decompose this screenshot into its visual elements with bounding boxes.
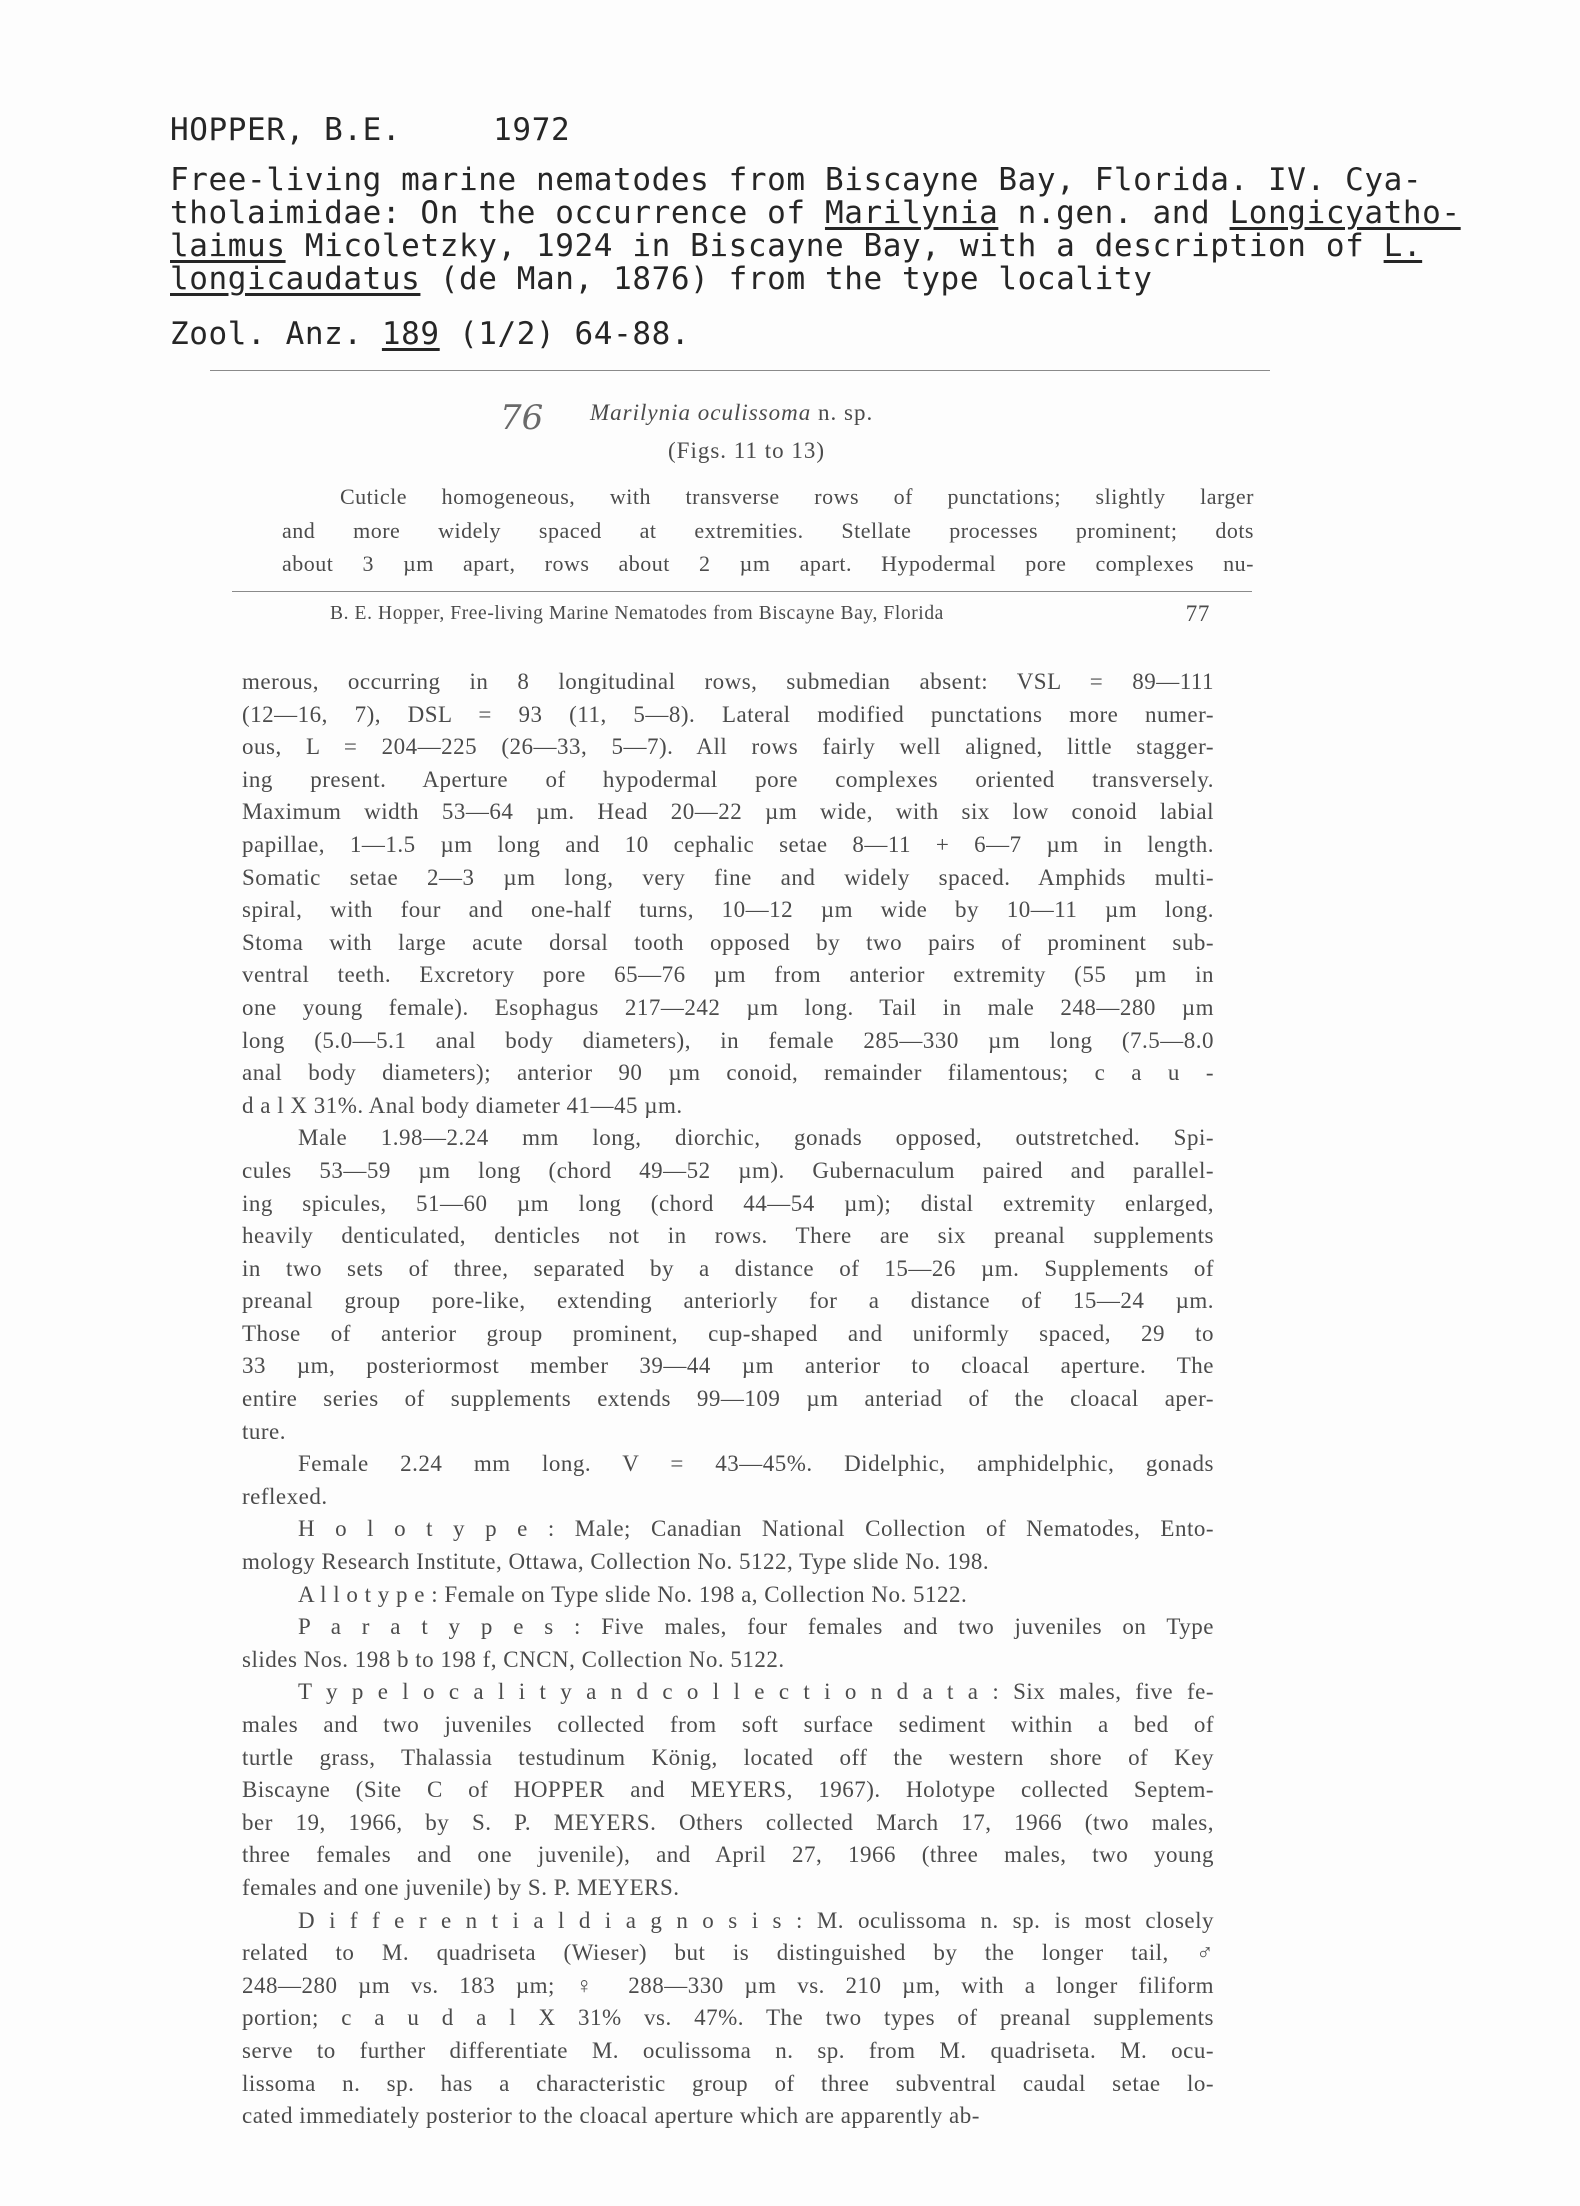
citation-author: HOPPER, B.E. [170, 112, 402, 148]
page-number: 77 [1185, 601, 1210, 626]
body-line: spiral, with four and one-half turns, 10—12 µm wide by 10—11 µm long. [242, 897, 1214, 923]
title-text: Micoletzky, 1924 in Biscayne Bay, with a description of [285, 228, 1384, 264]
citation-title-line-3 [170, 230, 1530, 263]
body-line: d a l X 31%. Anal body diameter 41—45 µm. [242, 1092, 683, 1118]
excerpt-top-paragraph [282, 480, 1254, 581]
body-line: ing present. Aperture of hypodermal pore complexes oriented transversely. [242, 766, 1214, 792]
genus-longicyatholaimus-part1: Longicyatho- [1229, 195, 1461, 231]
body-line: slides Nos. 198 b to 198 f, CNCN, Collection No. 5122. [242, 1646, 785, 1672]
body-line: D i f f e r e n t i a l d i a g n o s i s : M. oculissoma n. sp. is most closely [298, 1907, 1214, 1933]
body-line: mology Research Institute, Ottawa, Collection No. 5122, Type slide No. 198. [242, 1549, 990, 1575]
text-line: about 3 µm apart, rows about 2 µm apart. Hypodermal pore complexes nu- [282, 551, 1254, 576]
body-line: lissoma n. sp. has a characteristic group of three subventral caudal setae lo- [242, 2070, 1214, 2096]
citation-title-line-4 [170, 263, 1530, 296]
body-line: 248—280 µm vs. 183 µm; ♀ 288—330 µm vs. 210 µm, with a longer filiform [242, 1972, 1214, 1998]
running-head [330, 603, 1210, 625]
title-text: tholaimidae: On the occurrence of [170, 195, 825, 231]
body-line: Stoma with large acute dorsal tooth opposed by two pairs of prominent sub- [242, 929, 1214, 955]
citation-journal [170, 318, 1530, 351]
body-line: ous, L = 204—225 (26—33, 5—7). All rows fairly well aligned, little stagger- [242, 734, 1214, 760]
body-line: turtle grass, Thalassia testudinum König, located off the western shore of Key [242, 1744, 1214, 1770]
title-text: (de Man, 1876) from the type locality [420, 261, 1153, 297]
species-heading [590, 400, 873, 426]
body-line: Somatic setae 2—3 µm long, very fine and widely spaced. Amphids multi- [242, 864, 1214, 890]
body-line: Female 2.24 mm long. V = 43—45%. Didelphic, amphidelphic, gonads [298, 1451, 1214, 1477]
species-suffix: n. sp. [811, 400, 874, 425]
species-longicaudatus: longicaudatus [170, 261, 421, 297]
figure-reference: (Figs. 11 to 13) [668, 438, 825, 463]
journal-volume: 189 [381, 316, 440, 352]
body-line: portion; c a u d a l X 31% vs. 47%. The two types of preanal supplements [242, 2005, 1214, 2031]
body-line: merous, occurring in 8 longitudinal rows, submedian absent: VSL = 89—111 [242, 669, 1214, 694]
body-line: Male 1.98—2.24 mm long, diorchic, gonads opposed, outstretched. Spi- [298, 1125, 1214, 1151]
citation-title-line-1 [170, 164, 1530, 197]
body-line: papillae, 1—1.5 µm long and 10 cephalic setae 8—11 + 6—7 µm in length. [242, 831, 1214, 857]
genus-marilynia: Marilynia [824, 195, 999, 231]
body-line: cated immediately posterior to the cloacal aperture which are apparently ab- [242, 2103, 980, 2129]
title-text: n.gen. and [998, 195, 1230, 231]
running-head-text: B. E. Hopper, Free-living Marine Nematodes from Biscayne Bay, Florida [330, 603, 944, 624]
text-line: Cuticle homogeneous, with transverse rows of punctations; slightly larger [340, 484, 1254, 509]
body-line: heavily denticulated, denticles not in rows. There are six preanal supplements [242, 1223, 1214, 1249]
body-line: females and one juvenile) by S. P. MEYERS. [242, 1874, 680, 1900]
text-line: and more widely spaced at extremities. Stellate processes prominent; dots [282, 517, 1254, 543]
body-line: preanal group pore-like, extending anteriorly for a distance of 15—24 µm. [242, 1288, 1214, 1314]
body-line: in two sets of three, separated by a distance of 15—26 µm. Supplements of [242, 1255, 1214, 1281]
body-line: three females and one juvenile), and April 27, 1966 (three males, two young [242, 1842, 1214, 1868]
body-line: ing spicules, 51—60 µm long (chord 44—54 µm); distal extremity enlarged, [242, 1190, 1214, 1216]
body-line: one young female). Esophagus 217—242 µm long. Tail in male 248—280 µm [242, 994, 1214, 1020]
body-line: Those of anterior group prominent, cup-shaped and uniformly spaced, 29 to [242, 1320, 1214, 1346]
divider [210, 370, 1270, 371]
genus-longicyatholaimus-part2: laimus [170, 228, 286, 264]
body-line: P a r a t y p e s : Five males, four females and two juveniles on Type [298, 1614, 1214, 1640]
body-line: ber 19, 1966, by S. P. MEYERS. Others collected March 17, 1966 (two males, [242, 1809, 1214, 1835]
body-line: T y p e l o c a l i t y a n d c o l l e c t i o n d a t a : Six males, five fe- [298, 1679, 1214, 1705]
body-line: Biscayne (Site C of HOPPER and MEYERS, 1967). Holotype collected Septem- [242, 1777, 1214, 1803]
clipping-edge [232, 591, 1252, 592]
citation-year: 1972 [493, 112, 571, 148]
body-line: males and two juveniles collected from soft surface sediment within a bed of [242, 1712, 1214, 1737]
citation-title-line-2 [170, 197, 1530, 230]
handwritten-number: 76 [500, 398, 544, 438]
body-line: reflexed. [242, 1483, 328, 1509]
excerpt-body [242, 666, 1214, 2133]
body-line: serve to further differentiate M. oculissoma n. sp. from M. quadriseta. M. ocu- [242, 2037, 1214, 2063]
body-line: A l l o t y p e : Female on Type slide No. 198 a, Collection No. 5122. [298, 1581, 968, 1607]
body-line: 33 µm, posteriormost member 39—44 µm anterior to cloacal aperture. The [242, 1353, 1214, 1379]
title-text: Free-living marine nematodes from Biscayne Bay, Florida. IV. Cya- [170, 162, 1423, 198]
body-line: H o l o t y p e : Male; Canadian National Collection of Nematodes, Ento- [298, 1516, 1214, 1542]
body-line: ventral teeth. Excretory pore 65—76 µm from anterior extremity (55 µm in [242, 962, 1214, 988]
body-line: cules 53—59 µm long (chord 49—52 µm). Gubernaculum paired and parallel- [242, 1157, 1214, 1183]
body-line: entire series of supplements extends 99—109 µm anteriad of the cloacal aper- [242, 1386, 1214, 1412]
body-line: (12—16, 7), DSL = 93 (11, 5—8). Lateral modified punctations more numer- [242, 701, 1214, 727]
species-title: Marilynia oculissoma [590, 400, 812, 425]
body-line: related to M. quadriseta (Wieser) but is distinguished by the longer tail, ♂ [242, 1940, 1214, 1966]
body-line: long (5.0—5.1 anal body diameters), in female 285—330 µm long (7.5—8.0 [242, 1027, 1214, 1053]
journal-name: Zool. Anz. [170, 316, 382, 352]
citation-author-year [170, 114, 1530, 147]
journal-pages: (1/2) 64-88. [439, 316, 691, 352]
body-line: ture. [242, 1418, 287, 1444]
body-line: Maximum width 53—64 µm. Head 20—22 µm wide, with six low conoid labial [242, 799, 1214, 825]
body-line: anal body diameters); anterior 90 µm conoid, remainder filamentous; c a u - [242, 1060, 1214, 1086]
genus-abbrev: L. [1383, 228, 1423, 264]
